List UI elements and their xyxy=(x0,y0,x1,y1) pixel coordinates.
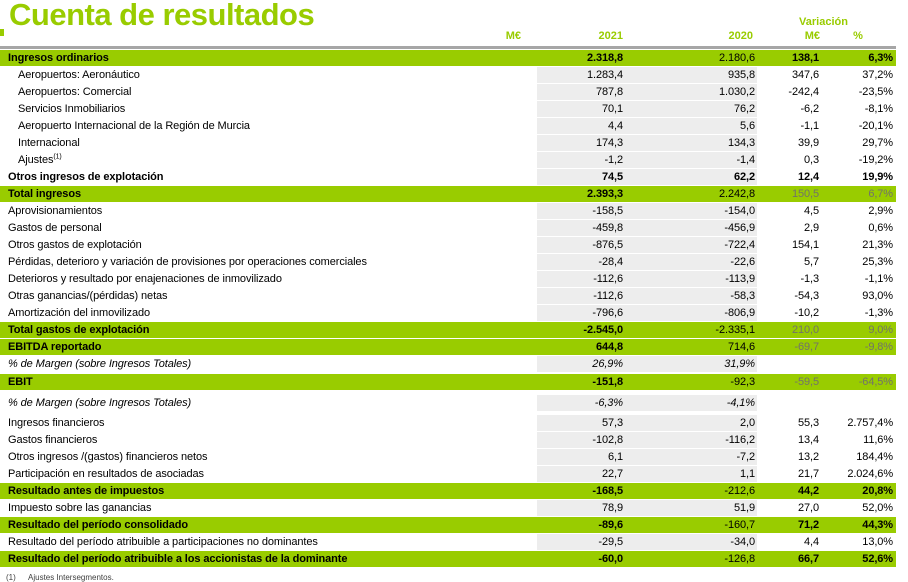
table-row xyxy=(0,67,896,83)
table-row xyxy=(0,483,896,499)
variation-pct: 44,3% xyxy=(820,517,896,533)
value-2021: 174,3 xyxy=(537,135,627,151)
table-row xyxy=(0,118,896,134)
variation-pct: 21,3% xyxy=(862,239,893,251)
value-2021: 57,3 xyxy=(537,415,627,431)
value-2021: 644,8 xyxy=(537,339,627,355)
row-label xyxy=(0,500,537,516)
row-label-text: Gastos financieros xyxy=(8,434,98,446)
row-label xyxy=(0,118,537,134)
variation-meur: -54,3 xyxy=(794,290,819,302)
table-row xyxy=(0,237,896,253)
income-statement-table xyxy=(0,50,896,567)
footnote-text: Ajustes Intersegmentos. xyxy=(28,573,114,582)
row-label xyxy=(0,135,537,151)
variation-meur: 39,9 xyxy=(797,137,819,149)
variation-meur: 154,1 xyxy=(791,239,819,251)
value-2021: 6,1 xyxy=(537,449,627,465)
value-2020: -116,2 xyxy=(627,432,757,448)
variation-pct: 19,9% xyxy=(862,171,893,183)
value-2021: 2.318,8 xyxy=(537,50,627,66)
variation-meur: 21,7 xyxy=(797,468,819,480)
row-label-text: Resultado del período atribuible a participaciones no dominantes xyxy=(8,536,318,548)
value-2020: 76,2 xyxy=(627,101,757,117)
value-2020: -154,0 xyxy=(627,203,757,219)
variation-meur: -6,2 xyxy=(800,103,819,115)
variation-pct-header: % xyxy=(853,30,863,42)
value-2021: 78,9 xyxy=(537,500,627,516)
variation-pct: -8,1% xyxy=(864,103,893,115)
variation-pct: 2.757,4% xyxy=(847,417,893,429)
table-row xyxy=(0,50,896,66)
row-label xyxy=(0,67,537,83)
variation-meur: 2,9 xyxy=(804,222,819,234)
variation-pct: 37,2% xyxy=(862,69,893,81)
value-2020: 1,1 xyxy=(627,466,757,482)
variation-pct: 9,0% xyxy=(820,322,896,338)
row-label-text: % de Margen (sobre Ingresos Totales) xyxy=(8,358,192,370)
variation-meur: 4,4 xyxy=(804,536,819,548)
table-row xyxy=(0,466,896,482)
variation-pct: -1,1% xyxy=(864,273,893,285)
row-label xyxy=(0,203,537,219)
row-label-text: Aeropuertos: Aeronáutico xyxy=(18,69,140,81)
table-row xyxy=(0,152,896,168)
row-label-text: Total ingresos xyxy=(8,188,81,200)
row-label-text: Ingresos financieros xyxy=(8,417,105,429)
row-label-text: Participación en resultados de asociadas xyxy=(8,468,204,480)
year-2020-header: 2020 xyxy=(728,30,753,42)
value-2021: -102,8 xyxy=(537,432,627,448)
value-2020: -92,3 xyxy=(627,374,757,390)
value-2021: 787,8 xyxy=(537,84,627,100)
row-label-text: Total gastos de explotación xyxy=(8,324,150,336)
row-label xyxy=(0,339,537,355)
variation-pct: -1,3% xyxy=(864,307,893,319)
variation-meur: 13,2 xyxy=(797,451,819,463)
table-row xyxy=(0,551,896,567)
variation-pct: 6,7% xyxy=(820,186,896,202)
variation-meur: 210,0 xyxy=(757,322,820,338)
variation-meur: -10,2 xyxy=(794,307,819,319)
row-label-text: Ajustes xyxy=(18,154,54,166)
variation-meur-header: M€ xyxy=(804,30,820,42)
table-row xyxy=(0,339,896,355)
row-label xyxy=(0,220,537,236)
variation-meur: 44,2 xyxy=(757,483,820,499)
row-label xyxy=(0,186,537,202)
value-2020: -456,9 xyxy=(627,220,757,236)
variation-meur xyxy=(757,356,820,372)
variation-meur: -69,7 xyxy=(757,339,820,355)
row-label-text: EBITDA reportado xyxy=(8,341,102,353)
value-2020: 2,0 xyxy=(627,415,757,431)
variation-subheaders xyxy=(757,29,896,43)
slide-header xyxy=(0,0,896,46)
value-2020: -113,9 xyxy=(627,271,757,287)
table-row xyxy=(0,288,896,304)
value-2021: -29,5 xyxy=(537,534,627,550)
value-2021: 22,7 xyxy=(537,466,627,482)
table-row xyxy=(0,374,896,390)
value-2021: -60,0 xyxy=(537,551,627,567)
page-title: Cuenta de resultados xyxy=(9,0,315,32)
table-row xyxy=(0,101,896,117)
table-row xyxy=(0,271,896,287)
value-2021: 1.283,4 xyxy=(537,67,627,83)
value-2021: -796,6 xyxy=(537,305,627,321)
row-label-text: Gastos de personal xyxy=(8,222,102,234)
row-label xyxy=(0,305,537,321)
row-label xyxy=(0,415,537,431)
value-2020: -34,0 xyxy=(627,534,757,550)
value-2021: -6,3% xyxy=(537,395,627,411)
row-label-text: % de Margen (sobre Ingresos Totales) xyxy=(8,397,192,409)
row-label-text: Aeropuertos: Comercial xyxy=(18,86,132,98)
variation-pct: 2.024,6% xyxy=(847,468,893,480)
variation-pct: 0,6% xyxy=(868,222,893,234)
row-label-text: Resultado antes de impuestos xyxy=(8,485,165,497)
table-row xyxy=(0,517,896,533)
value-2020: 5,6 xyxy=(627,118,757,134)
row-label xyxy=(0,395,537,411)
value-2020: -806,9 xyxy=(627,305,757,321)
row-label-text: Amortización del inmovilizado xyxy=(8,307,150,319)
row-label xyxy=(0,483,537,499)
row-label xyxy=(0,322,537,338)
value-2021: -459,8 xyxy=(537,220,627,236)
variation-meur: -1,1 xyxy=(800,120,819,132)
value-2020: 62,2 xyxy=(627,169,757,185)
row-label-text: Servicios Inmobiliarios xyxy=(18,103,126,115)
row-label-text: Pérdidas, deterioro y variación de provisiones por operaciones comerciales xyxy=(8,256,367,268)
value-2020: 935,8 xyxy=(627,67,757,83)
row-label-text: Resultado del período consolidado xyxy=(8,519,189,531)
value-2021: -158,5 xyxy=(537,203,627,219)
value-2021: 26,9% xyxy=(537,356,627,372)
variation-meur: 13,4 xyxy=(797,434,819,446)
variation-pct: 25,3% xyxy=(862,256,893,268)
variation-pct: 20,8% xyxy=(820,483,896,499)
table-row xyxy=(0,220,896,236)
value-2021: -151,8 xyxy=(537,374,627,390)
variation-pct: 2,9% xyxy=(868,205,893,217)
table-row xyxy=(0,305,896,321)
row-label xyxy=(0,432,537,448)
row-label xyxy=(0,449,537,465)
value-2021: -168,5 xyxy=(537,483,627,499)
row-label-text: Otros gastos de explotación xyxy=(8,239,142,251)
row-label xyxy=(0,254,537,270)
row-label xyxy=(0,551,537,567)
value-2021: 4,4 xyxy=(537,118,627,134)
value-2021: -1,2 xyxy=(537,152,627,168)
variation-pct: -23,5% xyxy=(858,86,893,98)
value-2021: -89,6 xyxy=(537,517,627,533)
variation-pct: 13,0% xyxy=(862,536,893,548)
row-label xyxy=(0,466,537,482)
unit-header: M€ xyxy=(505,30,521,42)
value-2020: -22,6 xyxy=(627,254,757,270)
variation-pct: 52,6% xyxy=(820,551,896,567)
row-label-text: Otras ganancias/(pérdidas) netas xyxy=(8,290,168,302)
row-label xyxy=(0,169,537,185)
variation-header-group xyxy=(757,15,896,43)
row-label xyxy=(0,101,537,117)
table-row xyxy=(0,395,896,411)
row-label xyxy=(0,84,537,100)
value-2021: -2.545,0 xyxy=(537,322,627,338)
variation-pct: 184,4% xyxy=(856,451,893,463)
variation-pct: 6,3% xyxy=(820,50,896,66)
variation-meur: 55,3 xyxy=(797,417,819,429)
value-2020: 714,6 xyxy=(627,339,757,355)
value-2020: 51,9 xyxy=(627,500,757,516)
value-2020: -212,6 xyxy=(627,483,757,499)
value-2021: -112,6 xyxy=(537,271,627,287)
row-label-text: Otros ingresos /(gastos) financieros netos xyxy=(8,451,208,463)
variation-pct: 29,7% xyxy=(862,137,893,149)
value-2020: -4,1% xyxy=(627,395,757,411)
table-row xyxy=(0,203,896,219)
row-label xyxy=(0,534,537,550)
row-label-text: Resultado del período atribuible a los accionistas de la dominante xyxy=(8,553,348,565)
variation-meur: -1,3 xyxy=(800,273,819,285)
variation-header: Variación xyxy=(799,16,848,28)
variation-meur: 4,5 xyxy=(804,205,819,217)
value-2020: 1.030,2 xyxy=(627,84,757,100)
row-label-text: Ingresos ordinarios xyxy=(8,52,109,64)
row-label xyxy=(0,356,537,372)
value-2021: 74,5 xyxy=(537,169,627,185)
variation-meur: 138,1 xyxy=(757,50,820,66)
value-2021: -28,4 xyxy=(537,254,627,270)
variation-meur: 12,4 xyxy=(797,171,819,183)
variation-meur: 5,7 xyxy=(804,256,819,268)
value-2020: 134,3 xyxy=(627,135,757,151)
row-label-text: Impuesto sobre las ganancias xyxy=(8,502,152,514)
variation-meur: 27,0 xyxy=(797,502,819,514)
value-2020: -126,8 xyxy=(627,551,757,567)
row-label-text: EBIT xyxy=(8,376,33,388)
table-row xyxy=(0,186,896,202)
table-row xyxy=(0,356,896,372)
year-2021-header: 2021 xyxy=(598,30,623,42)
value-2020: -7,2 xyxy=(627,449,757,465)
row-label-text: Otros ingresos de explotación xyxy=(8,171,164,183)
variation-meur: 347,6 xyxy=(791,69,819,81)
value-2020: -722,4 xyxy=(627,237,757,253)
value-2020: 31,9% xyxy=(627,356,757,372)
variation-pct: -64,5% xyxy=(820,374,896,390)
table-row xyxy=(0,534,896,550)
table-row xyxy=(0,135,896,151)
row-label xyxy=(0,237,537,253)
table-row xyxy=(0,84,896,100)
variation-pct: -20,1% xyxy=(858,120,893,132)
variation-pct xyxy=(820,356,896,372)
value-2020: -2.335,1 xyxy=(627,322,757,338)
row-label xyxy=(0,517,537,533)
variation-pct: -19,2% xyxy=(858,154,893,166)
header-divider xyxy=(0,46,896,49)
variation-meur: 71,2 xyxy=(757,517,820,533)
row-label-text: Internacional xyxy=(18,137,80,149)
row-label xyxy=(0,271,537,287)
table-row xyxy=(0,449,896,465)
table-row xyxy=(0,432,896,448)
variation-meur: 66,7 xyxy=(757,551,820,567)
value-2021: -112,6 xyxy=(537,288,627,304)
variation-meur: -242,4 xyxy=(788,86,819,98)
value-2020: -160,7 xyxy=(627,517,757,533)
value-2021: -876,5 xyxy=(537,237,627,253)
value-2021: 2.393,3 xyxy=(537,186,627,202)
variation-pct: 11,6% xyxy=(863,434,893,446)
row-label-text: Aeropuerto Internacional de la Región de Murcia xyxy=(18,120,250,132)
table-row xyxy=(0,169,896,185)
row-label-sup: (1) xyxy=(53,153,62,161)
row-label xyxy=(0,152,537,168)
variation-meur: -59,5 xyxy=(757,374,820,390)
row-label xyxy=(0,288,537,304)
table-row xyxy=(0,415,896,431)
value-2020: -58,3 xyxy=(627,288,757,304)
table-row xyxy=(0,322,896,338)
row-label-text: Deterioros y resultado por enajenaciones de inmovilizado xyxy=(8,273,282,285)
footnote-marker: (1) xyxy=(6,573,16,582)
variation-pct: -9,8% xyxy=(820,339,896,355)
variation-meur: 150,5 xyxy=(757,186,820,202)
variation-meur xyxy=(757,395,820,411)
row-label xyxy=(0,50,537,66)
value-2020: 2.180,6 xyxy=(627,50,757,66)
value-2020: -1,4 xyxy=(627,152,757,168)
footnote xyxy=(0,573,908,582)
variation-pct xyxy=(820,395,896,411)
table-row xyxy=(0,254,896,270)
table-row xyxy=(0,500,896,516)
value-2021: 70,1 xyxy=(537,101,627,117)
column-headers xyxy=(0,15,896,43)
value-2020: 2.242,8 xyxy=(627,186,757,202)
variation-pct: 93,0% xyxy=(862,290,893,302)
row-label xyxy=(0,374,537,390)
variation-meur: 0,3 xyxy=(804,154,819,166)
row-label-text: Aprovisionamientos xyxy=(8,205,103,217)
variation-pct: 52,0% xyxy=(862,502,893,514)
